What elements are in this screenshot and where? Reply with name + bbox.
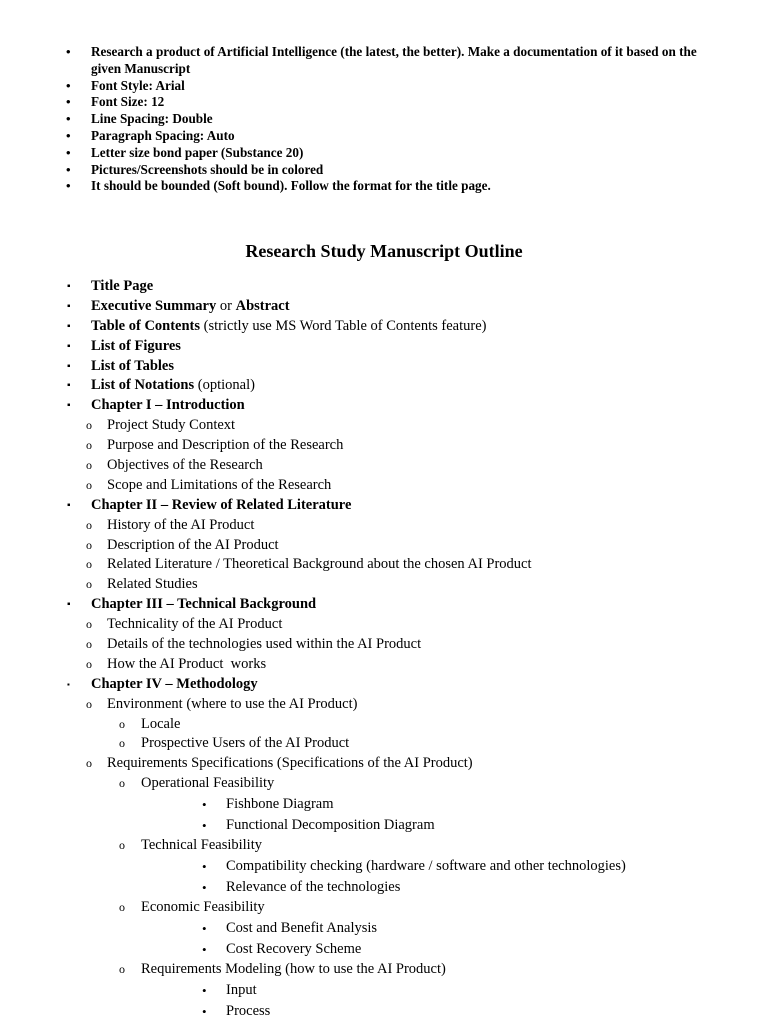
outline-leaf: • Functional Decomposition Diagram — [0, 815, 768, 836]
outline-subsubitem: o Technical Feasibility — [0, 836, 768, 856]
outline-leaf: • Process — [0, 1001, 768, 1022]
outline-subitem-requirements-specs: o Requirements Specifications (Specifications of the AI Product) — [0, 754, 768, 774]
outline-subitem: o Project Study Context — [0, 416, 768, 436]
bullet-icon: • — [202, 941, 207, 957]
outline-leaf: • Cost and Benefit Analysis — [0, 918, 768, 939]
outline-item-list-of-tables: ▪ List of Tables — [0, 357, 768, 377]
outline-subsubitem: o Operational Feasibility — [0, 774, 768, 794]
bullet-icon: • — [202, 920, 207, 936]
bullet-icon: • — [66, 127, 71, 143]
square-bullet-icon: ▪ — [67, 380, 71, 392]
bullet-icon: • — [66, 94, 71, 110]
outline-item-table-of-contents: ▪ Table of Contents (strictly use MS Word Table of Contents feature) — [0, 317, 768, 337]
square-bullet-icon: ▪ — [67, 360, 71, 372]
square-bullet-icon: ▪ — [67, 281, 71, 292]
bullet-icon: • — [66, 44, 71, 59]
open-bullet-icon: o — [86, 517, 92, 532]
outline-leaf: • Input — [0, 980, 768, 1001]
bullet-icon: • — [66, 77, 71, 93]
bullet-icon: • — [202, 982, 207, 998]
outline-subitem: o Related Studies — [0, 575, 768, 595]
outline-chapter-1: ▪ Chapter I – Introduction — [0, 396, 768, 416]
small-bullet-icon: ▪ — [67, 679, 70, 689]
requirement-item: • Pictures/Screenshots should be in colored — [66, 161, 324, 177]
bullet-icon: • — [202, 818, 207, 834]
requirement-item: • It should be bounded (Soft bound). Follow the format for the title page. — [66, 178, 491, 194]
bullet-icon: • — [66, 111, 71, 127]
requirement-item: • Line Spacing: Double — [66, 111, 213, 127]
open-bullet-icon: o — [119, 961, 125, 976]
outline-subsubitem: o Economic Feasibility — [0, 898, 768, 918]
outline-leaf: • Cost Recovery Scheme — [0, 939, 768, 960]
outline-subitem: o History of the AI Product — [0, 516, 768, 536]
open-bullet-icon: o — [86, 617, 92, 632]
square-bullet-icon: ▪ — [67, 320, 71, 332]
outline-item-list-of-notations: ▪ List of Notations (optional) — [0, 376, 768, 396]
open-bullet-icon: o — [119, 900, 125, 915]
bullet-icon: • — [202, 797, 207, 813]
square-bullet-icon: ▪ — [67, 599, 71, 611]
outline-subitem: o Scope and Limitations of the Research — [0, 476, 768, 496]
open-bullet-icon: o — [119, 716, 125, 731]
bullet-icon: • — [66, 178, 71, 194]
bullet-icon: • — [66, 144, 71, 160]
requirement-item: • Font Size: 12 — [66, 94, 165, 110]
open-bullet-icon: o — [86, 438, 92, 453]
requirement-item: • Font Style: Arial — [66, 77, 185, 93]
open-bullet-icon: o — [86, 756, 92, 771]
open-bullet-icon: o — [86, 637, 92, 652]
outline-subitem: o Details of the technologies used within the AI Product — [0, 635, 768, 655]
requirements-list — [0, 44, 768, 195]
open-bullet-icon: o — [86, 458, 92, 473]
outline-chapter-4: ▪ Chapter IV – Methodology — [0, 675, 768, 695]
outline-subitem: o Purpose and Description of the Research — [0, 436, 768, 456]
outline-subsubitem: o Locale — [0, 715, 768, 735]
outline-chapter-3: ▪ Chapter III – Technical Background — [0, 595, 768, 615]
square-bullet-icon: ▪ — [67, 400, 71, 412]
bullet-icon: • — [66, 161, 71, 177]
open-bullet-icon: o — [86, 537, 92, 552]
outline-subitem: o Technicality of the AI Product — [0, 615, 768, 635]
open-bullet-icon: o — [119, 838, 125, 853]
outline-subitem: o Related Literature / Theoretical Background about the chosen AI Product — [0, 555, 768, 575]
square-bullet-icon: ▪ — [67, 300, 71, 312]
manuscript-outline — [0, 277, 768, 1022]
outline-item-executive-summary: ▪ Executive Summary or Abstract — [0, 297, 768, 317]
bullet-icon: • — [202, 880, 207, 896]
outline-leaf: • Compatibility checking (hardware / software and other technologies) — [0, 856, 768, 877]
open-bullet-icon: o — [86, 418, 92, 433]
open-bullet-icon: o — [86, 557, 92, 572]
outline-item-list-of-figures: ▪ List of Figures — [0, 337, 768, 357]
outline-subsubitem: o Prospective Users of the AI Product — [0, 734, 768, 754]
outline-subitem: o Objectives of the Research — [0, 456, 768, 476]
square-bullet-icon: ▪ — [67, 499, 71, 511]
requirement-item: • Letter size bond paper (Substance 20) — [66, 144, 304, 160]
bullet-icon: • — [202, 859, 207, 875]
outline-title: Research Study Manuscript Outline — [245, 241, 523, 261]
outline-subitem: o Description of the AI Product — [0, 536, 768, 556]
open-bullet-icon: o — [86, 577, 92, 592]
outline-leaf: • Relevance of the technologies — [0, 877, 768, 898]
requirement-item: • Paragraph Spacing: Auto — [66, 127, 235, 143]
outline-leaf: • Fishbone Diagram — [0, 794, 768, 815]
open-bullet-icon: o — [86, 477, 92, 492]
requirement-item: • Research a product of Artificial Intelligence (the latest, the better). Make a documentation of it based on the given Manuscript — [66, 44, 697, 76]
outline-item-title-page: ▪ Title Page — [0, 277, 768, 297]
square-bullet-icon: ▪ — [67, 340, 71, 352]
outline-subsubitem: o Requirements Modeling (how to use the AI Product) — [0, 960, 768, 980]
outline-subitem: o How the AI Product works — [0, 655, 768, 675]
open-bullet-icon: o — [119, 776, 125, 791]
open-bullet-icon: o — [86, 656, 92, 671]
outline-subitem-environment: o Environment (where to use the AI Product) — [0, 695, 768, 715]
open-bullet-icon: o — [86, 696, 92, 711]
open-bullet-icon: o — [119, 736, 125, 751]
outline-chapter-2: ▪ Chapter II – Review of Related Literature — [0, 496, 768, 516]
bullet-icon: • — [202, 1003, 207, 1019]
